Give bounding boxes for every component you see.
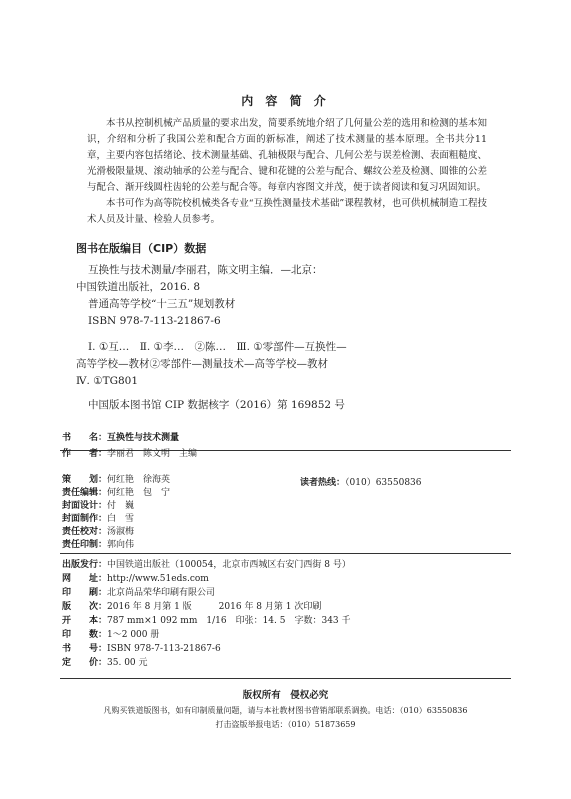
cip-line: 互换性与技术测量/李丽君，陈文明主编．—北京： (88, 264, 323, 276)
planning-row (62, 475, 170, 486)
notice-line: 打击盗版举报电话：（010）51873659 (215, 720, 356, 729)
publisher-row (62, 560, 351, 571)
cover-make-label: 封面制作： (62, 514, 108, 524)
editor-label: 责任编辑： (62, 488, 108, 498)
copies-value: 1～2 000 册 (107, 630, 160, 640)
book-title-label: 书 名： (62, 433, 108, 443)
isbn-row (62, 644, 221, 655)
planning-value: 何红艳 徐海英 (107, 475, 171, 485)
publisher-label: 出版发行： (62, 560, 108, 570)
print-resp-value: 郭向伟 (107, 540, 135, 550)
divider (60, 553, 511, 554)
cip-line: 高等学校—教材②零部件—测量技术—高等学校—教材 (76, 358, 328, 370)
web-row (62, 574, 209, 585)
print-resp-row (62, 540, 134, 551)
editor-value: 何红艳 包 宁 (107, 488, 171, 498)
cover-make-row (62, 514, 134, 525)
cip-classification (76, 339, 516, 390)
cip-line: ISBN 978-7-113-21867-6 (88, 315, 221, 327)
intro-body (87, 116, 487, 228)
copies-row (62, 630, 159, 641)
proof-value: 汤淑梅 (107, 527, 135, 537)
web-label: 网 址： (62, 574, 108, 584)
printer-value: 北京尚品荣华印刷有限公司 (107, 588, 216, 598)
author-label: 作 者： (62, 449, 108, 459)
planning-label: 策 划： (62, 475, 108, 485)
rights-notice: 版权所有 侵权必究 (242, 690, 329, 701)
replacement-notice (0, 704, 571, 732)
author-row (62, 449, 197, 460)
reader-hotline (300, 475, 422, 488)
printer-label: 印 刷： (62, 588, 108, 598)
cip-line: 中国版本图书馆 CIP 数据核字（2016）第 169852 号 (88, 399, 345, 411)
intro-paragraph: 本书可作为高等院校机械类各专业“互换性测量技术基础”课程教材，也可供机械制造工程技术人员及计量、检验人员参考。 (87, 198, 487, 225)
copies-label: 印 数： (62, 630, 108, 640)
book-title-row (62, 433, 179, 444)
proof-row (62, 527, 134, 538)
price-label: 定 价： (62, 658, 108, 668)
author-value: 李丽君 陈文明 主编 (107, 449, 198, 459)
format-label: 开 本： (62, 616, 108, 626)
cover-design-row (62, 501, 134, 512)
cip-line: Ⅰ. ①互… Ⅱ. ①李… ②陈… Ⅲ. ①零部件—互换性— (88, 341, 347, 353)
publisher-value: 中国铁道出版社（100054，北京市西城区右安门西街 8 号） (107, 560, 351, 570)
book-title-value: 互换性与技术测量 (107, 433, 180, 443)
divider (60, 678, 511, 679)
price-value: 35. 00 元 (107, 658, 148, 668)
notice-line: 凡购买铁道版图书，如有印制质量问题，请与本社教材图书营销部联系调换。电话：（010）63550836 (103, 706, 468, 715)
cover-design-label: 封面设计： (62, 501, 108, 511)
proof-label: 责任校对： (62, 527, 108, 537)
editor-row (62, 488, 170, 499)
price-row (62, 658, 148, 669)
cip-line: Ⅳ. ①TG801 (76, 375, 139, 387)
print-resp-label: 责任印制： (62, 540, 108, 550)
cip-line: 中国铁道出版社，2016. 8 (76, 281, 201, 293)
cip-line: 普通高等学校“十三五”规划教材 (88, 298, 236, 310)
hotline-value: （010）63550836 (345, 478, 422, 488)
cip-record (76, 262, 516, 330)
printer-row (62, 588, 215, 599)
cip-number (76, 397, 516, 414)
intro-paragraph: 本书从控制机械产品质量的要求出发，简要系统地介绍了几何量公差的选用和检测的基本知识，介绍和分析了我国公差和配合方面的新标准，阐述了技术测量的基本原理。全书共分11章，主要内容包括绪论、技术测量基础、孔轴极限与配合、几何公差与误差检测、表面粗糙度、光滑极限量规、滚动轴承的公差与配合、键和花键的公差与配合、螺纹公差及检测、圆锥的公差与配合、渐开线圆柱齿轮的公差与配合等。每章内容图文并茂，便于读者阅读和复习巩固知识。 (87, 118, 487, 193)
cip-heading: 图书在版编目（CIP）数据 (76, 242, 207, 255)
web-value: http://www.51eds.com (107, 574, 209, 584)
isbn-label: 书 号： (62, 644, 108, 654)
edition-row (62, 602, 321, 613)
hotline-label: 读者热线： (300, 478, 346, 488)
format-value: 787 mm×1 092 mm 1/16 印张：14. 5 字数：343 千 (107, 616, 351, 626)
cover-design-value: 付 巍 (107, 501, 135, 511)
isbn-value: ISBN 978-7-113-21867-6 (107, 644, 221, 654)
edition-label: 版 次： (62, 602, 108, 612)
intro-title: 内 容 简 介 (241, 94, 330, 108)
cover-make-value: 白 雪 (107, 514, 135, 524)
format-row (62, 616, 351, 627)
edition-value: 2016 年 8 月第 1 版 2016 年 8 月第 1 次印刷 (107, 602, 322, 612)
